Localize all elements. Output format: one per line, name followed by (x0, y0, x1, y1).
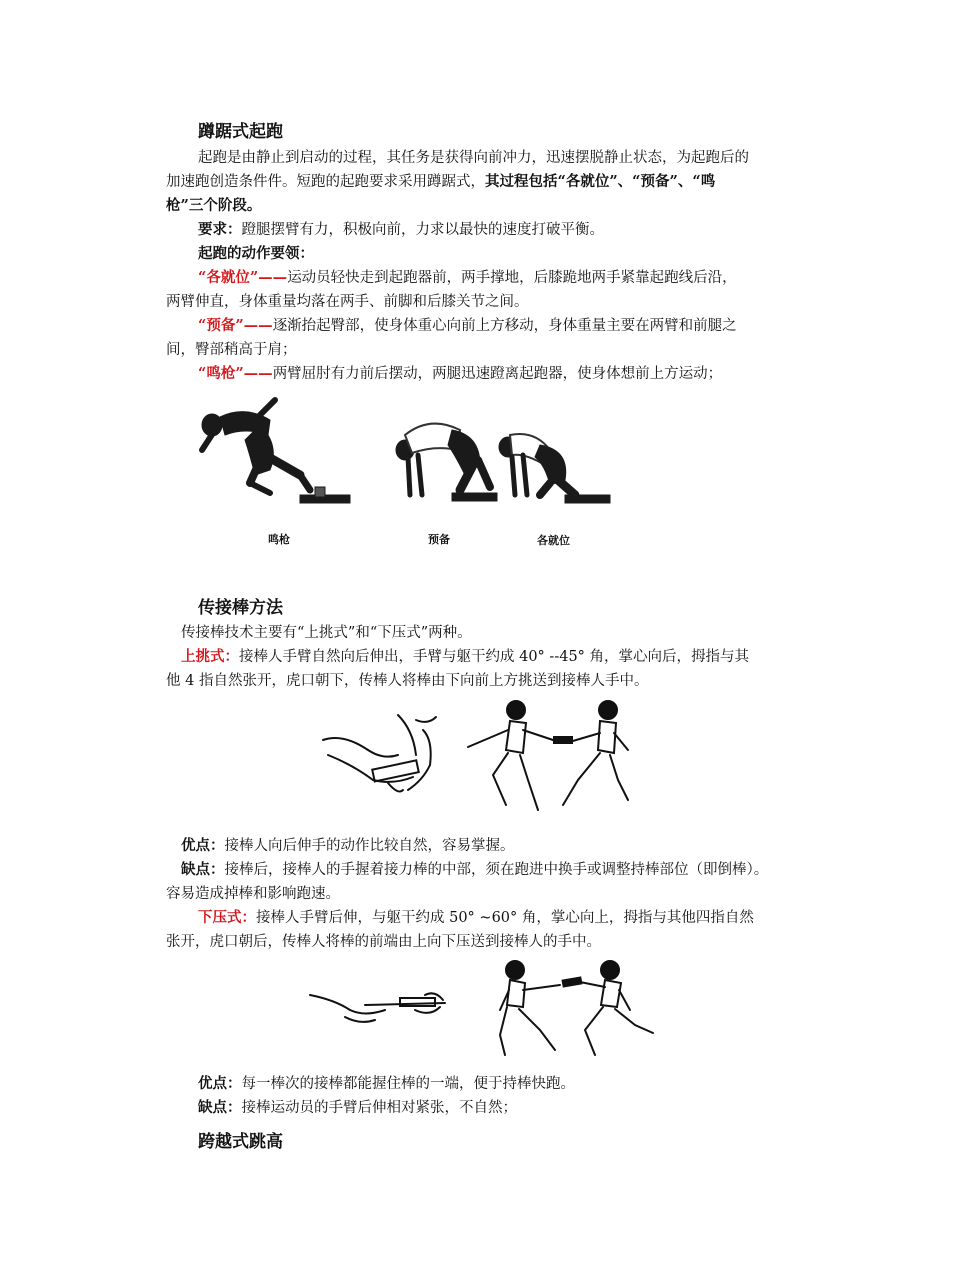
relay-intro: 传接棒技术主要有“上挑式”和“下压式”两种。 (181, 625, 472, 641)
down-adv-text: 每一棒次的接棒都能握住棒的一端，便于持棒快跑。 (241, 1076, 575, 1092)
figure-set (396, 424, 497, 501)
down-dis-label: 缺点： (198, 1099, 242, 1116)
start-point-1 (198, 266, 737, 290)
relay-down-line2: 张开，虎口朝后，传棒人将棒的前端由上向下压送到接棒人的手中。 (166, 934, 601, 950)
start-point-1-cont: 两臂伸直，身体重量均落在两手、前脚和后膝关节之间。 (166, 294, 529, 310)
p2-label: “预备”—— (198, 317, 273, 334)
relay-up-line1 (181, 645, 749, 669)
p1-label: “各就位”—— (198, 269, 288, 286)
relay-down-advantage (198, 1072, 575, 1096)
downpress-illustration (305, 955, 665, 1065)
start-points-label: 起跑的动作要领： (198, 245, 314, 262)
req-text: 蹬腿摆臂有力，积极向前，力求以最快的速度打破平衡。 (241, 222, 604, 238)
upsweep-hands (323, 715, 436, 791)
start-intro-bold: 其过程包括“各就位”、“预备”、“鸣 (485, 173, 716, 190)
up-text: 接棒人手臂自然向后伸出，手臂与躯干约成 40° --45° 角，掌心向后，拇指与其 (239, 649, 750, 665)
section-title-relay: 传接棒方法 (198, 598, 283, 618)
figure-on-marks (499, 434, 610, 503)
caption-on-marks: 各就位 (537, 534, 570, 547)
start-intro-line1: 起跑是由静止到启动的过程，其任务是获得向前冲力，迅速摆脱静止状态，为起跑后的 (198, 150, 749, 166)
start-point-2-cont: 间，臀部稍高于肩； (166, 342, 297, 358)
section-title-highjump: 跨越式跳高 (198, 1132, 283, 1152)
relay-down-disadvantage (198, 1096, 517, 1120)
start-intro-line3: 枪”三个阶段。 (166, 197, 262, 214)
up-dis-label: 缺点： (181, 861, 225, 878)
down-dis-text: 接棒运动员的手臂后伸相对紧张，不自然； (241, 1100, 517, 1116)
upsweep-illustration (318, 695, 638, 820)
req-label: 要求： (198, 221, 242, 238)
start-point-3 (198, 362, 722, 386)
start-point-2 (198, 314, 737, 338)
downpress-runners (500, 961, 653, 1055)
down-text: 接棒人手臂后伸，与躯干约成 50° ~60° 角，掌心向上，拇指与其他四指自然 (256, 910, 754, 926)
p1-text: 运动员轻快走到起跑器前，两手撑地，后膝跪地两手紧靠起跑线后沿， (287, 270, 737, 286)
down-adv-label: 优点： (198, 1075, 242, 1092)
relay-up-disadvantage (181, 858, 768, 882)
p2-text: 逐渐抬起臀部，使身体重心向前上方移动，身体重量主要在两臂和前腿之 (272, 318, 737, 334)
relay-up-disadvantage-cont: 容易造成掉棒和影响跑速。 (166, 886, 340, 902)
figure-gun-fire (202, 400, 350, 503)
up-label: 上挑式： (181, 648, 239, 665)
p3-label: “鸣枪”—— (198, 365, 273, 382)
start-intro-normal: 加速跑创造条件件。短跑的起跑要求采用蹲踞式， (166, 174, 485, 190)
p3-text: 两臂屈肘有力前后摆动，两腿迅速蹬离起跑器，使身体想前上方运动； (272, 366, 723, 382)
upsweep-runners (468, 701, 628, 810)
relay-up-advantage (181, 834, 515, 858)
relay-down-line1 (198, 906, 754, 930)
caption-gun-fire: 鸣枪 (268, 533, 290, 546)
up-adv-text: 接棒人向后伸手的动作比较自然，容易掌握。 (224, 838, 515, 854)
section-title-start: 蹲踞式起跑 (198, 122, 283, 142)
start-phases-illustration (190, 395, 630, 520)
up-dis-text: 接棒后，接棒人的手握着接力棒的中部，须在跑进中换手或调整持棒部位（即倒棒）。 (224, 862, 769, 878)
caption-set: 预备 (428, 533, 450, 546)
relay-up-line2: 他 4 指自然张开，虎口朝下，传棒人将棒由下向前上方挑送到接棒人手中。 (166, 673, 649, 689)
down-label: 下压式： (198, 909, 256, 926)
start-requirement (198, 218, 604, 242)
up-adv-label: 优点： (181, 837, 225, 854)
downpress-hands (310, 993, 445, 1022)
start-intro-line2 (166, 170, 715, 194)
